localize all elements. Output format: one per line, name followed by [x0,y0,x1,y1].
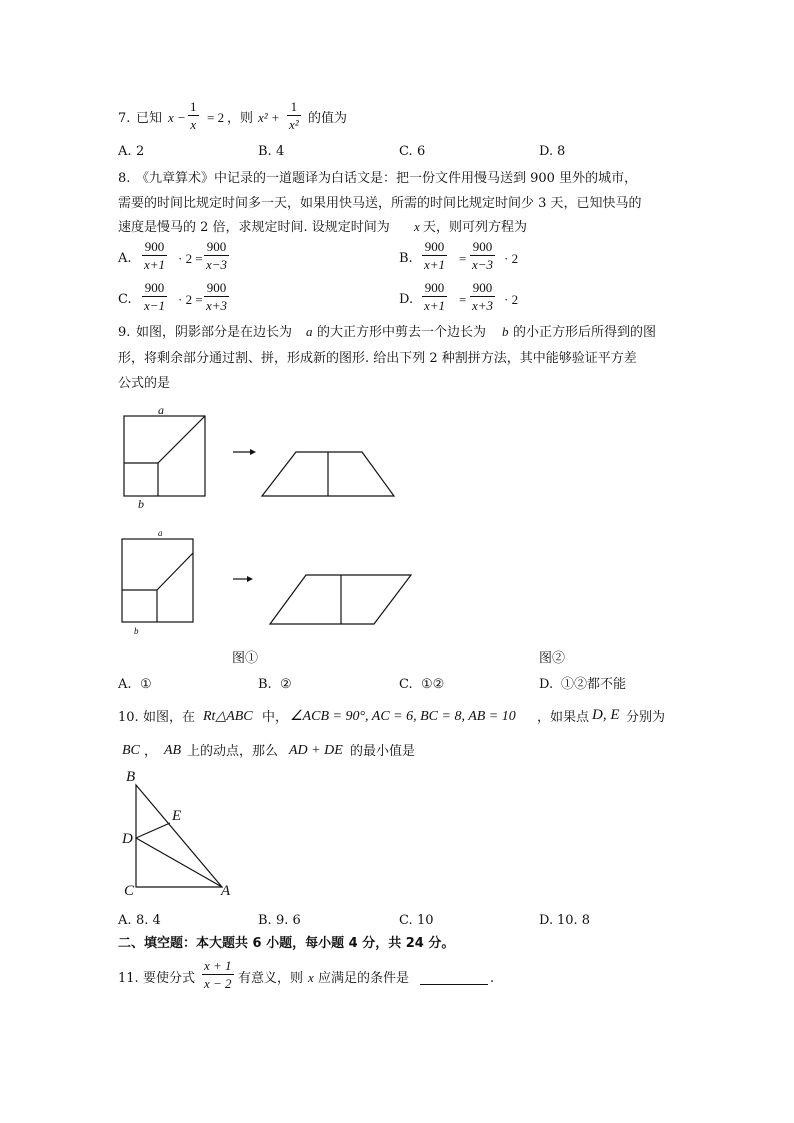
q8-d-lhs-num: 900 [424,280,445,295]
q9-fig2-label-b: b [134,626,139,636]
q9-line-2: 形，将剩余部分通过割、拼，形成新的图形. 给出下列 2 种割拼方法，其中能够验证平方差 [118,351,637,366]
q8-var: x [414,219,420,234]
q9-caption-2: 图② [539,651,566,666]
q8-line-1: 《九章算术》中记录的一道题译为白话文是：把一份文件用慢马送到 900 里外的城市， [136,171,638,186]
q9-line-3: 公式的是 [118,376,171,391]
q10-seg-ab: AB [164,743,182,758]
q8-b-rhs-num: 900 [472,239,493,254]
q9-option-a: ① [140,677,152,692]
q8-c-rhs-den: x+3 [206,298,228,313]
q8-b-lhs-mul: = [459,251,467,266]
q8-b-rhs-mul: · 2 [504,251,519,266]
q8-d-lhs-mul: = [459,292,467,307]
q9-fig2-label-a: a [158,528,163,538]
q7-expr1-rhs: = 2 [207,110,225,125]
q9-fig2-cut-line [157,553,193,590]
q11-text-a: 要使分式 [143,971,196,986]
q9-option-a-label: A. [118,677,132,692]
q9-var-b: b [502,324,509,339]
q10-text-e: ， [144,744,158,759]
q9-option-c-label: C. [399,677,413,692]
q10-text-f: 上的动点，那么 [187,744,279,759]
q9-fig1-cut-line [158,416,205,463]
q9-option-b-label: B. [258,677,272,692]
q10-label-e: E [172,808,182,824]
q10-option-d-label: D. [539,913,554,928]
q9-option-d: ①②都不能 [561,677,627,692]
q8-d-rhs-den: x+3 [472,298,494,313]
q9-line-1a: 如图，阴影部分是在边长为 [136,325,293,340]
q9-line-1c: 的小正方形后所得到的图 [513,325,657,340]
q10-text-g: 的最小值是 [350,744,416,759]
q8-c-rhs-num: 900 [206,280,227,295]
q8-d-rhs-num: 900 [472,280,493,295]
q9-option-c: ①② [421,677,445,692]
q8-a-lhs-num: 900 [144,239,165,254]
q8-a-lhs-den: x+1 [144,257,166,272]
q8-a-lhs-mul: · 2 = [178,251,203,266]
q8-line-4: 天，则可列方程为 [423,220,528,235]
q7-option-c: 6 [417,144,426,159]
q9-fig2-small-square [122,590,157,622]
q10-option-a-label: A. [118,913,132,928]
q10-option-c: 10 [417,913,434,928]
q7-expr2-lhs: x² + [258,110,280,125]
q10-text-a: 如图，在 [143,710,196,725]
q10-option-b: 9. 6 [276,913,301,928]
q10-label-c: C [124,883,135,899]
q9-option-d-label: D. [539,677,554,692]
q8-line-3: 速度是慢马的 2 倍，求规定时间. 设规定时间为 [118,220,390,235]
q10-seg-bc: BC [122,743,140,758]
q10-label-d: D [122,831,133,847]
q7-frac1-den: x [190,117,197,132]
q8-c-lhs-mul: · 2 = [178,292,203,307]
q9-fig2-arrow-icon [233,576,253,582]
q11-answer-blank[interactable] [418,972,490,985]
q7-option-d-label: D. [539,144,554,159]
q10-option-a: 8. 4 [136,913,161,928]
q10-text-b: 中， [262,710,289,725]
q8-option-a-label: A. [118,251,132,266]
q11-text-d: . [490,971,495,986]
q9-var-a: a [306,324,313,339]
q7-text-a: 已知 [136,111,163,126]
q11-frac-den: x − 2 [204,976,232,991]
q7-option-a: 2 [136,144,145,159]
q8-number: 8. [118,171,131,186]
q10-option-b-label: B. [258,913,272,928]
q8-d-lhs-den: x+1 [424,298,446,313]
q8-a-rhs-den: x−3 [206,257,228,272]
q10-label-b: B [126,769,136,785]
q7-frac1-num: 1 [190,99,197,114]
q8-c-lhs-num: 900 [144,280,165,295]
q10-text-d: 分别为 [626,710,666,725]
q8-option-c-label: C. [118,292,132,307]
q10-text-c: ，如果点 [537,710,590,725]
q9-fig1-label-a: a [158,403,164,417]
q11-fraction [202,959,234,990]
q11-var: x [308,970,314,985]
q8-option-b-label: B. [399,251,413,266]
q8-c-lhs-den: x−1 [144,298,166,313]
q8-b-rhs-den: x−3 [472,257,494,272]
q7-frac2-num: 1 [290,99,298,114]
q7-text-b: ，则 [227,111,254,126]
q10-option-d: 10. 8 [557,913,591,928]
q10-segment-de [136,823,170,838]
q11-frac-num: x + 1 [204,958,232,973]
section-2-title: 二、填空题：本大题共 6 小题，每小题 4 分，共 24 分。 [118,936,455,951]
q8-b-lhs-den: x+1 [424,257,446,272]
q10-number: 10. [118,710,139,725]
q9-fig1-label-b: b [138,497,144,511]
q9-caption-1: 图① [232,651,259,666]
q7-option-d: 8 [557,144,566,159]
q10-triangle-name: Rt△ABC [203,709,253,724]
q7-option-c-label: C. [399,144,413,159]
q7-frac2-den: x² [289,117,299,132]
q10-expr: AD + DE [289,743,343,758]
q7-option-b-label: B. [258,144,272,159]
q10-triangle [136,785,222,887]
q9-fig1-arrow-icon [233,449,256,455]
q9-number: 9. [118,325,131,340]
q9-line-1b: 的大正方形中剪去一个边长为 [317,325,487,340]
q8-option-d-label: D. [399,292,414,307]
q8-d-rhs-mul: · 2 [504,292,519,307]
q7-option-b: 4 [276,144,285,159]
q10-condition: ∠ACB = 90°, AC = 6, BC = 8, AB = 10 [290,709,516,724]
q9-option-b: ② [280,677,292,692]
q8-a-rhs-num: 900 [206,239,227,254]
q10-points: D, E [592,707,620,723]
q7-expr1-lhs: x − [168,110,186,125]
q11-number: 11. [118,971,139,986]
q7-number: 7. [118,111,131,126]
q10-label-a: A [221,883,231,899]
q11-text-c: 应满足的条件是 [318,971,410,986]
q9-fig1-small-square [124,463,158,496]
q10-option-c-label: C. [399,913,413,928]
q11-text-b: 有意义，则 [238,971,304,986]
q8-b-lhs-num: 900 [424,239,445,254]
q7-option-a-label: A. [118,144,132,159]
q10-segment-ad [136,838,222,887]
q8-line-2: 需要的时间比规定时间多一天，如果用快马送，所需的时间比规定时间少 3 天，已知快马的 [118,196,642,211]
q7-text-c: 的值为 [308,111,348,126]
